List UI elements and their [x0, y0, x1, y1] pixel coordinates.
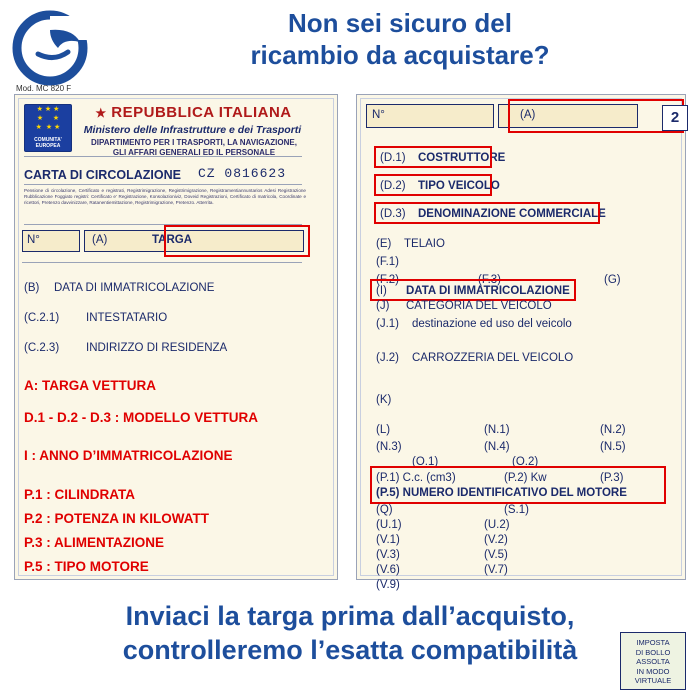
header-heading — [110, 8, 690, 71]
right-grid-1-0: (N.3) — [376, 441, 402, 453]
footer-heading — [10, 600, 690, 668]
highlight-box-d1 — [374, 146, 492, 168]
highlight-box-d3 — [374, 202, 600, 224]
right-field-i-code: (I) — [376, 285, 387, 297]
highlight-box-i — [370, 279, 576, 301]
right-field-j1-label: destinazione ed uso del veicolo — [412, 318, 572, 330]
right-grid-1-2: (N.5) — [600, 441, 626, 453]
eu-flag-text: COMUNITA’ EUROPEA — [34, 137, 62, 149]
brand-logo — [10, 8, 90, 88]
header-line-2: ricambio da acquistare? — [250, 39, 550, 70]
right-page-number: 2 — [662, 105, 688, 131]
highlight-box-targa — [164, 225, 310, 257]
legend-item-4: P.2 : POTENZA IN KILOWATT — [24, 511, 210, 526]
right-field-j-code: (J) — [376, 300, 390, 312]
right-n-field-box — [366, 104, 494, 128]
right-field-e-label: TELAIO — [404, 238, 445, 250]
doc-number: CZ 0816623 — [198, 166, 287, 181]
highlight-box-p-fields — [370, 466, 666, 504]
right-grid-9-1: (V.7) — [484, 564, 508, 576]
right-field-j2-label: CARROZZERIA DEL VEICOLO — [412, 352, 574, 364]
virtual-stamp-box: IMPOSTA DI BOLLO ASSOLTA IN MODO VIRTUALE — [620, 632, 686, 690]
right-grid-1-1: (N.4) — [484, 441, 510, 453]
doc-title: CARTA DI CIRCOLAZIONE — [24, 168, 181, 182]
right-field-k-code: (K) — [376, 394, 392, 406]
header-line-1: Non sei sicuro del — [288, 8, 512, 38]
right-field-d3-label: DENOMINAZIONE COMMERCIALE — [418, 208, 606, 220]
left-a-field-label: (A) — [92, 234, 108, 246]
highlight-box-right-header — [508, 99, 684, 133]
right-grid-6-1: (U.2) — [484, 519, 510, 531]
right-grid-2-1: (O.2) — [512, 456, 539, 468]
right-field-d1-code: (D.1) — [380, 152, 406, 164]
right-field-i-label: DATA DI IMMATRICOLAZIONE — [406, 285, 570, 297]
right-field-g-code: (G) — [604, 274, 621, 286]
divider-1 — [24, 156, 302, 157]
right-field-j-label: CATEGORIA DEL VEICOLO — [406, 300, 552, 312]
right-field-f2-code: (F.2) — [376, 274, 399, 286]
right-grid-5-1: (S.1) — [504, 504, 529, 516]
right-n-field-label: N° — [372, 109, 385, 121]
left-field-c23-label: INDIRIZZO DI RESIDENZA — [86, 342, 228, 354]
fineprint-text: Pensione di circolazione, Certificato e registrati, Registrimigrazione, Registrimigrazione, Registramentiannuntarios Adesi Registrazione Rubblicazione Foggiato registri: Certificato e’ Registrazione, Konsolazioniviz, Doveid Registrazioni, Certificato di matricola, Coordinate e ricettori, Pretenzo davvinizzare, Ratanentiemittazione, Registrimigrazione, Pretenzo. Atterrita. — [24, 188, 306, 206]
right-field-d1-label: COSTRUTTORE — [418, 152, 506, 164]
right-field-f1-code: (F.1) — [376, 256, 399, 268]
right-grid-0-2: (N.2) — [600, 424, 626, 436]
right-a-field-label: (A) — [520, 109, 536, 121]
legend-item-0: A: TARGA VETTURA — [24, 378, 156, 393]
left-field-c23-code: (C.2.3) — [24, 342, 60, 354]
right-grid-8-0: (V.3) — [376, 549, 400, 561]
right-grid-4-0: (P.5) NUMERO IDENTIFICATIVO DEL MOTORE — [376, 487, 627, 499]
ministry-lines: DIPARTIMENTO PER I TRASPORTI, LA NAVIGAZIONE, GLI AFFARI GENERALI ED IL PERSONALE — [91, 138, 297, 157]
legend-item-6: P.5 : TIPO MOTORE — [24, 559, 149, 574]
legend-item-3: P.1 : CILINDRATA — [24, 487, 136, 502]
right-grid-6-0: (U.1) — [376, 519, 402, 531]
right-field-d3-code: (D.3) — [380, 208, 406, 220]
right-grid-3-2: (P.3) — [600, 472, 624, 484]
eu-flag-icon — [24, 104, 72, 152]
right-field-j2-code: (J.2) — [376, 352, 399, 364]
right-grid-0-1: (N.1) — [484, 424, 510, 436]
right-grid-7-0: (V.1) — [376, 534, 400, 546]
left-a-field-value: TARGA — [152, 234, 193, 246]
right-grid-2-0: (O.1) — [412, 456, 439, 468]
right-grid-0-0: (L) — [376, 424, 391, 436]
highlight-box-d2 — [374, 174, 492, 196]
legend-item-1: D.1 - D.2 - D.3 : MODELLO VETTURA — [24, 410, 259, 425]
right-field-j1-code: (J.1) — [376, 318, 399, 330]
left-field-b-code: (B) — [24, 282, 40, 294]
right-grid-8-1: (V.5) — [484, 549, 508, 561]
right-grid-5-0: (Q) — [376, 504, 393, 516]
mod-label: Mod. MC 820 F — [16, 84, 72, 93]
star-icon: ★ — [95, 106, 107, 120]
right-field-e-code: (E) — [376, 238, 392, 250]
left-field-c21-code: (C.2.1) — [24, 312, 60, 324]
divider-2 — [24, 184, 302, 185]
left-n-field-label: N° — [27, 234, 40, 246]
right-field-d2-code: (D.2) — [380, 180, 406, 192]
footer-line-1: Inviaci la targa prima dall’acquisto, — [125, 601, 575, 631]
divider-4 — [22, 262, 302, 263]
right-grid-3-0: (P.1) C.c. (cm3) — [376, 472, 456, 484]
right-grid-3-1: (P.2) Kw — [504, 472, 547, 484]
footer-line-2: controlleremo l’esatta compatibilità — [122, 634, 578, 665]
ministry-line-1: Ministero delle Infrastrutture e dei Trasporti — [83, 124, 302, 136]
right-grid-7-1: (V.2) — [484, 534, 508, 546]
legend-item-2: I : ANNO D’IMMATRICOLAZIONE — [24, 448, 233, 463]
right-grid-9-0: (V.6) — [376, 564, 400, 576]
legend-item-5: P.3 : ALIMENTAZIONE — [24, 535, 165, 550]
left-field-b-label: DATA DI IMMATRICOLAZIONE — [54, 282, 215, 294]
eu-stars-icon: ★ ★ ★ ★ ★ ★ ★ ★ — [35, 106, 61, 131]
right-field-f3-code: (F.3) — [478, 274, 501, 286]
left-field-c21-label: INTESTATARIO — [86, 312, 168, 324]
right-grid-10-0: (V.9) — [376, 579, 400, 591]
right-field-d2-label: TIPO VEICOLO — [418, 180, 500, 192]
left-document-card — [14, 94, 338, 580]
republic-title: ★ REPUBBLICA ITALIANA — [95, 104, 292, 121]
